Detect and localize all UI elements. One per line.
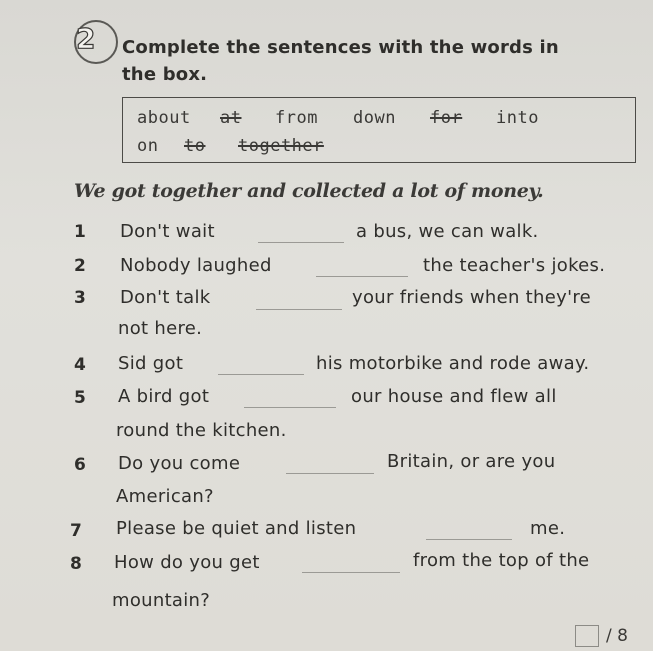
sentence-4-blank[interactable]	[218, 374, 304, 375]
sentence-6-continuation: American?	[116, 486, 214, 507]
sentence-8-continuation: mountain?	[112, 590, 211, 611]
word-on: on	[137, 136, 159, 156]
sentence-7-after: me.	[530, 518, 566, 539]
sentence-5-continuation: round the kitchen.	[116, 420, 287, 441]
sentence-7-blank[interactable]	[426, 539, 512, 540]
sentence-5-before: A bird got	[118, 386, 210, 407]
sentence-2-before: Nobody laughed	[120, 255, 272, 276]
sentence-3-blank[interactable]	[256, 309, 342, 310]
sentence-3-continuation: not here.	[118, 318, 203, 339]
word-for: for	[430, 108, 463, 128]
sentence-7-number: 7	[70, 521, 82, 541]
sentence-8-after: from the top of the	[413, 550, 590, 571]
sentence-7-before: Please be quiet and listen	[116, 518, 357, 539]
word-to: to	[184, 136, 206, 156]
exercise-instruction	[122, 34, 602, 88]
sentence-8-number: 8	[70, 554, 82, 574]
instruction-line-1: Complete the sentences with the words in	[122, 37, 559, 58]
sentence-8-blank[interactable]	[302, 572, 400, 573]
sentence-4-number: 4	[74, 355, 86, 375]
word-into: into	[496, 108, 539, 128]
word-from: from	[275, 108, 318, 128]
word-at: at	[220, 108, 242, 128]
sentence-1-after: a bus, we can walk.	[356, 221, 539, 242]
sentence-3-number: 3	[74, 288, 86, 308]
sentence-6-blank[interactable]	[286, 473, 374, 474]
sentence-5-number: 5	[74, 388, 86, 408]
sentence-6-number: 6	[74, 455, 86, 475]
sentence-1-number: 1	[74, 222, 86, 242]
word-about: about	[137, 108, 191, 128]
sentence-6-after: Britain, or are you	[387, 451, 556, 472]
sentence-8-before: How do you get	[114, 552, 260, 573]
sentence-1-before: Don't wait	[120, 221, 215, 242]
score-box[interactable]	[575, 625, 599, 647]
sentence-2-number: 2	[74, 256, 86, 276]
exercise-number: 2	[76, 22, 96, 55]
sentence-2-blank[interactable]	[316, 276, 408, 277]
sentence-2-after: the teacher's jokes.	[423, 255, 606, 276]
sentence-3-after: your friends when they're	[352, 287, 591, 308]
sentence-4-before: Sid got	[118, 353, 184, 374]
instruction-line-2: the box.	[122, 64, 208, 85]
sentence-5-blank[interactable]	[244, 407, 336, 408]
score-total: / 8	[606, 626, 628, 646]
sentence-5-after: our house and flew all	[351, 386, 557, 407]
word-down: down	[353, 108, 396, 128]
word-together: together	[238, 136, 324, 156]
sentence-1-blank[interactable]	[258, 242, 344, 243]
example-sentence: We got together and collected a lot of money.	[74, 180, 544, 202]
sentence-4-after: his motorbike and rode away.	[316, 353, 590, 374]
sentence-6-before: Do you come	[118, 453, 241, 474]
sentence-3-before: Don't talk	[120, 287, 211, 308]
